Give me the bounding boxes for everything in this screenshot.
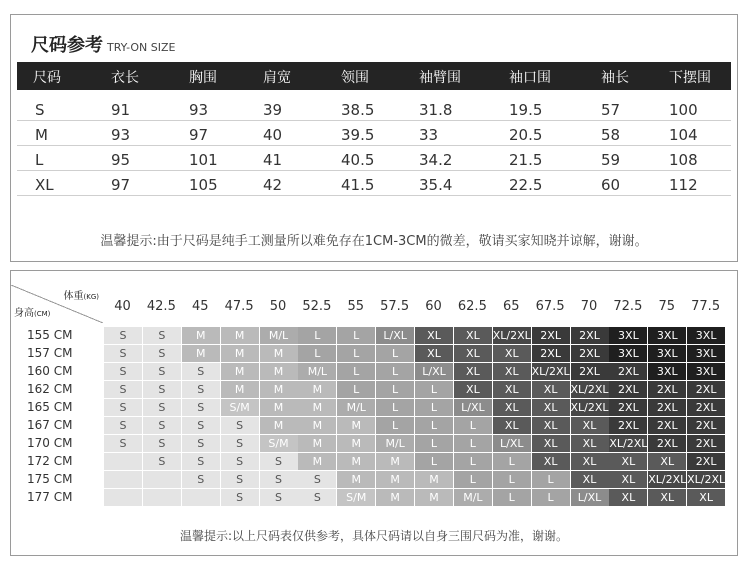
size-cell: XL: [687, 489, 725, 506]
size-cell: 2XL: [648, 417, 686, 434]
size-cell: XL: [493, 381, 531, 398]
size-row-value: 34.2: [419, 151, 453, 169]
size-cell: S: [182, 363, 220, 380]
size-row-value: 20.5: [509, 126, 543, 144]
size-row-value: 19.5: [509, 101, 543, 119]
size-cell: M: [221, 327, 259, 344]
size-cell: 2XL: [571, 363, 609, 380]
size-cell: 2XL: [571, 327, 609, 344]
size-cell: M: [337, 453, 375, 470]
weight-label: 50: [269, 299, 287, 314]
size-cell: S: [221, 453, 259, 470]
size-header-5: 袖臂围: [419, 70, 461, 86]
height-label: 157 CM: [27, 346, 73, 360]
size-cell: L/XL: [571, 489, 609, 506]
size-row-value: 105: [189, 176, 218, 194]
size-cell: L: [298, 345, 336, 362]
size-cell: XL: [571, 453, 609, 470]
size-cell: S/M: [260, 435, 298, 452]
size-cell: M: [182, 327, 220, 344]
size-cell: S: [221, 471, 259, 488]
size-cell: L: [376, 417, 414, 434]
size-cell: M: [260, 363, 298, 380]
size-cell: M: [260, 399, 298, 416]
size-header-0: 尺码: [33, 70, 61, 86]
empty-cell: [143, 489, 181, 506]
size-cell: 2XL: [687, 435, 725, 452]
size-cell: 2XL: [687, 381, 725, 398]
size-cell: XL: [493, 363, 531, 380]
size-cell: M: [337, 471, 375, 488]
size-row-value: 91: [111, 101, 131, 119]
size-row-value: 93: [189, 101, 209, 119]
height-label: 162 CM: [27, 382, 73, 396]
size-cell: XL: [609, 453, 647, 470]
height-label: 175 CM: [27, 472, 73, 486]
size-row-value: 100: [669, 101, 698, 119]
size-cell: L: [415, 417, 453, 434]
weight-label: 55: [347, 299, 365, 314]
size-cell: 2XL: [609, 399, 647, 416]
size-cell: L: [493, 453, 531, 470]
height-label: 165 CM: [27, 400, 73, 414]
size-row-value: 39.5: [341, 126, 375, 144]
size-row-value: 97: [189, 126, 209, 144]
size-cell: 3XL: [687, 327, 725, 344]
size-cell: XL: [571, 417, 609, 434]
size-cell: L: [532, 471, 570, 488]
height-label: 177 CM: [27, 490, 73, 504]
size-cell: XL/2XL: [609, 437, 648, 450]
size-row-value: 41.5: [341, 176, 375, 194]
size-row: [17, 99, 731, 121]
size-cell: S: [104, 417, 142, 434]
size-row-value: 104: [669, 126, 698, 144]
size-cell: M/L: [337, 399, 375, 416]
height-label: 172 CM: [27, 454, 73, 468]
size-chart-title: [31, 31, 175, 57]
size-cell: L: [337, 327, 375, 344]
size-cell: L: [376, 345, 414, 362]
size-cell: S: [143, 435, 181, 452]
size-cell: XL: [609, 471, 647, 488]
weight-label: 42.5: [146, 299, 176, 314]
height-label: 167 CM: [27, 418, 73, 432]
size-cell: M: [376, 471, 414, 488]
size-cell: XL: [493, 399, 531, 416]
size-cell: S: [143, 327, 181, 344]
size-cell: S: [182, 453, 220, 470]
size-header-8: 下摆围: [669, 70, 711, 86]
size-chart-note: 温馨提示:由于尺码是纯手工测量所以难免存在1CM-3CM的微差，敬请买家知晓并谅解，谢谢。: [100, 234, 648, 249]
size-cell: 2XL: [609, 381, 647, 398]
weight-label: 67.5: [535, 299, 565, 314]
size-cell: M: [298, 381, 336, 398]
size-header-1: 衣长: [111, 70, 139, 86]
size-cell: L: [493, 489, 531, 506]
size-row-value: 21.5: [509, 151, 543, 169]
weight-label: 75: [658, 299, 676, 314]
size-cell: M: [298, 453, 336, 470]
size-header-7: 袖长: [601, 70, 629, 86]
size-cell: M: [298, 435, 336, 452]
size-row: [17, 149, 731, 171]
size-row: [17, 124, 731, 146]
height-label: 170 CM: [27, 436, 73, 450]
size-cell: 2XL: [532, 327, 570, 344]
size-row-value: 31.8: [419, 101, 453, 119]
size-cell: S: [104, 327, 142, 344]
weight-label: 57.5: [380, 299, 410, 314]
size-cell: S: [143, 399, 181, 416]
size-cell: S: [260, 471, 298, 488]
size-row-value: 39: [263, 101, 283, 119]
size-cell: S/M: [221, 399, 259, 416]
size-cell: L/XL: [493, 435, 531, 452]
size-cell: M/L: [298, 363, 336, 380]
size-cell: L: [415, 435, 453, 452]
size-chart-panel: [10, 14, 738, 262]
size-cell: 3XL: [648, 327, 686, 344]
size-row-value: 59: [601, 151, 621, 169]
empty-cell: [182, 489, 220, 506]
weight-label: 77.5: [691, 299, 721, 314]
empty-cell: [143, 471, 181, 488]
size-cell: XL: [609, 489, 647, 506]
size-cell: L/XL: [454, 399, 492, 416]
size-header-2: 胸围: [189, 70, 217, 86]
size-cell: M: [182, 345, 220, 362]
size-cell: L: [415, 453, 453, 470]
size-cell: L: [532, 489, 570, 506]
size-cell: XL: [454, 327, 492, 344]
size-cell: XL: [571, 471, 609, 488]
size-row-value: 22.5: [509, 176, 543, 194]
size-cell: XL: [648, 489, 686, 506]
size-cell: S: [221, 417, 259, 434]
size-row-value: 95: [111, 151, 131, 169]
size-cell: 2XL: [687, 453, 725, 470]
size-cell: XL: [454, 381, 492, 398]
size-cell: S: [143, 453, 181, 470]
size-cell: S: [104, 399, 142, 416]
size-chart-title-en: TRY-ON SIZE: [107, 41, 176, 54]
size-cell: S: [104, 345, 142, 362]
size-cell: XL: [493, 417, 531, 434]
weight-chart-note: 温馨提示:以上尺码表仅供参考，具体尺码请以自身三围尺码为准，谢谢。: [179, 529, 569, 543]
size-cell: M: [337, 417, 375, 434]
size-cell: S: [221, 435, 259, 452]
size-cell: M: [376, 489, 414, 506]
size-cell: M: [298, 417, 336, 434]
size-cell: S: [143, 417, 181, 434]
weight-height-corner-cell: [11, 285, 103, 323]
size-row-value: 42: [263, 176, 283, 194]
size-cell: XL: [532, 381, 570, 398]
size-cell: S: [298, 471, 336, 488]
size-cell: S: [104, 435, 142, 452]
size-cell: L: [337, 381, 375, 398]
size-cell: L: [376, 399, 414, 416]
size-row-value: 57: [601, 101, 621, 119]
size-cell: M: [221, 363, 259, 380]
size-cell: M: [415, 471, 453, 488]
size-cell: L: [337, 345, 375, 362]
weight-label: 52.5: [302, 299, 332, 314]
height-label: 155 CM: [27, 328, 73, 342]
size-cell: M: [298, 399, 336, 416]
size-row-value: 60: [601, 176, 621, 194]
size-cell: L: [298, 327, 336, 344]
size-chart-title-zh: 尺码参考: [31, 35, 103, 56]
corner-weight-label: 体重(KG): [63, 291, 99, 302]
size-cell: 3XL: [687, 363, 725, 380]
size-cell: S: [104, 363, 142, 380]
size-cell: M: [221, 381, 259, 398]
size-cell: L/XL: [415, 363, 453, 380]
size-cell: XL: [532, 417, 570, 434]
size-cell: M: [337, 435, 375, 452]
size-cell: XL/2XL: [531, 365, 570, 378]
size-cell: L: [337, 363, 375, 380]
size-cell: L/XL: [376, 327, 414, 344]
size-row-value: 108: [669, 151, 698, 169]
size-cell: 2XL: [648, 435, 686, 452]
size-cell: 2XL: [609, 363, 647, 380]
size-row-label: S: [35, 101, 45, 119]
size-row: [17, 174, 731, 196]
size-cell: L: [415, 381, 453, 398]
weight-label: 62.5: [457, 299, 487, 314]
size-row-value: 112: [669, 176, 698, 194]
weight-label: 60: [425, 299, 442, 314]
size-row-value: 41: [263, 151, 283, 169]
size-cell: 3XL: [609, 327, 647, 344]
size-cell: 3XL: [648, 363, 686, 380]
size-cell: 2XL: [648, 399, 686, 416]
weight-label: 65: [502, 299, 520, 314]
size-cell: XL: [571, 435, 609, 452]
size-header-4: 领围: [341, 70, 369, 86]
size-cell: S: [260, 453, 298, 470]
corner-height-label: 身高(CM): [14, 308, 51, 319]
size-cell: XL: [454, 345, 492, 362]
size-cell: XL/2XL: [687, 473, 726, 486]
size-cell: L: [454, 471, 492, 488]
size-cell: 2XL: [571, 345, 609, 362]
size-cell: S: [104, 381, 142, 398]
size-chart-header-row: [17, 62, 731, 90]
size-cell: S: [298, 489, 336, 506]
empty-cell: [104, 453, 142, 470]
size-cell: M/L: [376, 435, 414, 452]
size-cell: 2XL: [687, 399, 725, 416]
size-cell: XL: [532, 453, 570, 470]
size-cell: XL: [415, 345, 453, 362]
size-cell: S: [143, 363, 181, 380]
size-cell: 2XL: [687, 417, 725, 434]
size-cell: L: [415, 399, 453, 416]
size-cell: M/L: [454, 489, 492, 506]
size-header-6: 袖口围: [509, 70, 551, 86]
size-cell: S: [260, 489, 298, 506]
weight-height-chart-panel: [10, 270, 738, 556]
size-cell: S: [143, 345, 181, 362]
size-row-value: 93: [111, 126, 131, 144]
size-cell: M: [260, 417, 298, 434]
size-cell: L: [454, 417, 492, 434]
size-cell: M: [260, 381, 298, 398]
size-cell: XL: [415, 327, 453, 344]
size-cell: M: [221, 345, 259, 362]
size-row-value: 35.4: [419, 176, 453, 194]
size-cell: XL: [648, 453, 686, 470]
size-cell: S: [182, 471, 220, 488]
size-cell: L: [376, 363, 414, 380]
weight-label: 47.5: [224, 299, 254, 314]
size-cell: XL/2XL: [648, 473, 687, 486]
size-cell: S: [221, 489, 259, 506]
size-cell: 3XL: [687, 345, 725, 362]
size-cell: L: [493, 471, 531, 488]
size-cell: S: [182, 435, 220, 452]
size-cell: XL/2XL: [570, 401, 609, 414]
empty-cell: [104, 489, 142, 506]
size-cell: L: [376, 381, 414, 398]
size-cell: XL: [454, 363, 492, 380]
size-cell: M: [260, 345, 298, 362]
weight-label: 45: [191, 299, 209, 314]
size-cell: S: [182, 381, 220, 398]
size-row-value: 40.5: [341, 151, 375, 169]
size-row-value: 58: [601, 126, 621, 144]
size-row-label: L: [35, 151, 44, 169]
empty-cell: [104, 471, 142, 488]
size-cell: M: [415, 489, 453, 506]
size-cell: S: [182, 417, 220, 434]
size-cell: M: [376, 453, 414, 470]
height-label: 160 CM: [27, 364, 73, 378]
size-row-label: M: [35, 126, 48, 144]
size-cell: XL: [532, 435, 570, 452]
size-cell: S/M: [337, 489, 375, 506]
size-row-label: XL: [35, 176, 54, 194]
size-cell: S: [182, 399, 220, 416]
size-row-value: 38.5: [341, 101, 375, 119]
size-cell: XL: [493, 345, 531, 362]
size-cell: XL: [532, 399, 570, 416]
size-cell: M/L: [260, 327, 298, 344]
size-cell: L: [454, 435, 492, 452]
size-row-value: 33: [419, 126, 439, 144]
size-row-value: 40: [263, 126, 283, 144]
size-row-value: 101: [189, 151, 218, 169]
size-cell: XL/2XL: [570, 383, 609, 396]
size-row-value: 97: [111, 176, 131, 194]
weight-label: 40: [114, 299, 131, 314]
size-cell: 2XL: [648, 381, 686, 398]
size-cell: S: [143, 381, 181, 398]
size-cell: 2XL: [609, 417, 647, 434]
weight-label: 70: [580, 299, 598, 314]
weight-label: 72.5: [613, 299, 643, 314]
size-cell: L: [454, 453, 492, 470]
size-cell: 3XL: [648, 345, 686, 362]
size-cell: XL/2XL: [492, 329, 531, 342]
size-header-3: 肩宽: [263, 70, 291, 86]
size-cell: 2XL: [532, 345, 570, 362]
size-cell: 3XL: [609, 345, 647, 362]
